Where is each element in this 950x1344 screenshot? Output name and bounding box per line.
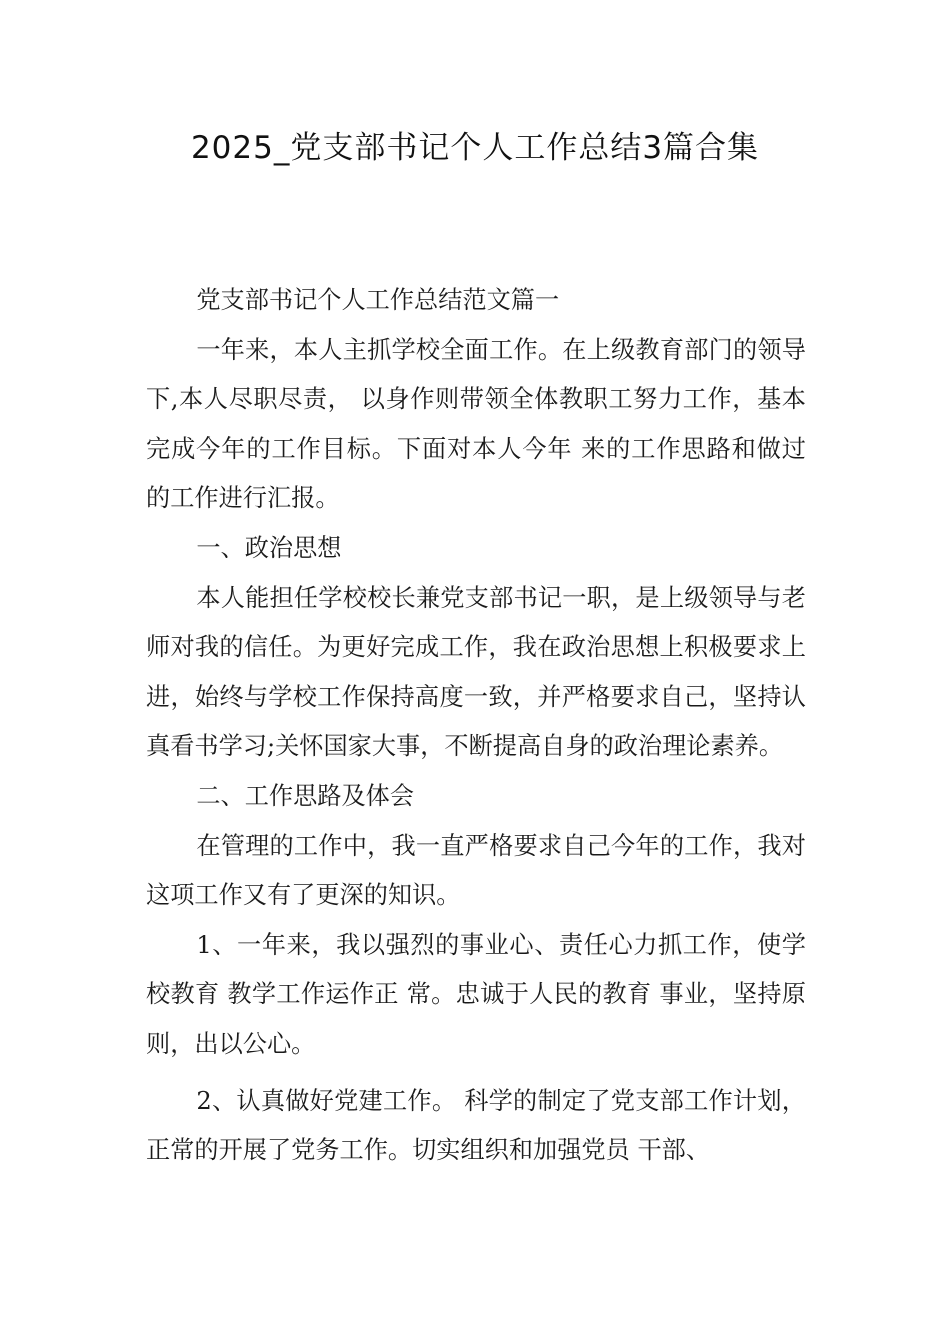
body-paragraph: 本人能担任学校校长兼党支部书记一职，是上级领导与老师对我的信任。为更好完成工作，我在政治思想上积极要求上进，始终与学校工作保持高度一致，并严格要求自己，坚持认真看书学习;关怀国家大事，不断提高自身的政治理论素养。	[146, 583, 806, 761]
body-paragraph: 一年来，本人主抓学校全面工作。在上级教育部门的领导下,本人尽职尽责， 以身作则带领全体教职工努力工作，基本完成今年的工作目标。下面对本人今年 来的工作思路和做过的工作进行汇报。	[146, 335, 806, 513]
body-paragraph: 在管理的工作中，我一直严格要求自己今年的工作，我对这项工作又有了更深的知识。	[146, 831, 806, 910]
document-body	[146, 276, 806, 1176]
body-paragraph: 1、一年来，我以强烈的事业心、责任心力抓工作，使学校教育 教学工作运作正 常。忠诚于人民的教育 事业，坚持原则，出以公心。	[146, 930, 806, 1058]
body-paragraph: 2、认真做好党建工作。 科学的制定了党支部工作计划，正常的开展了党务工作。切实组织和加强党员 干部、	[146, 1086, 806, 1165]
section-heading: 党支部书记个人工作总结范文篇一	[196, 286, 560, 314]
document-title: 2025_党支部书记个人工作总结3篇合集	[190, 130, 760, 166]
section-heading: 一、政治思想	[196, 533, 342, 562]
section-heading: 二、工作思路及体会	[196, 781, 415, 810]
paragraph-gap	[146, 1070, 806, 1077]
